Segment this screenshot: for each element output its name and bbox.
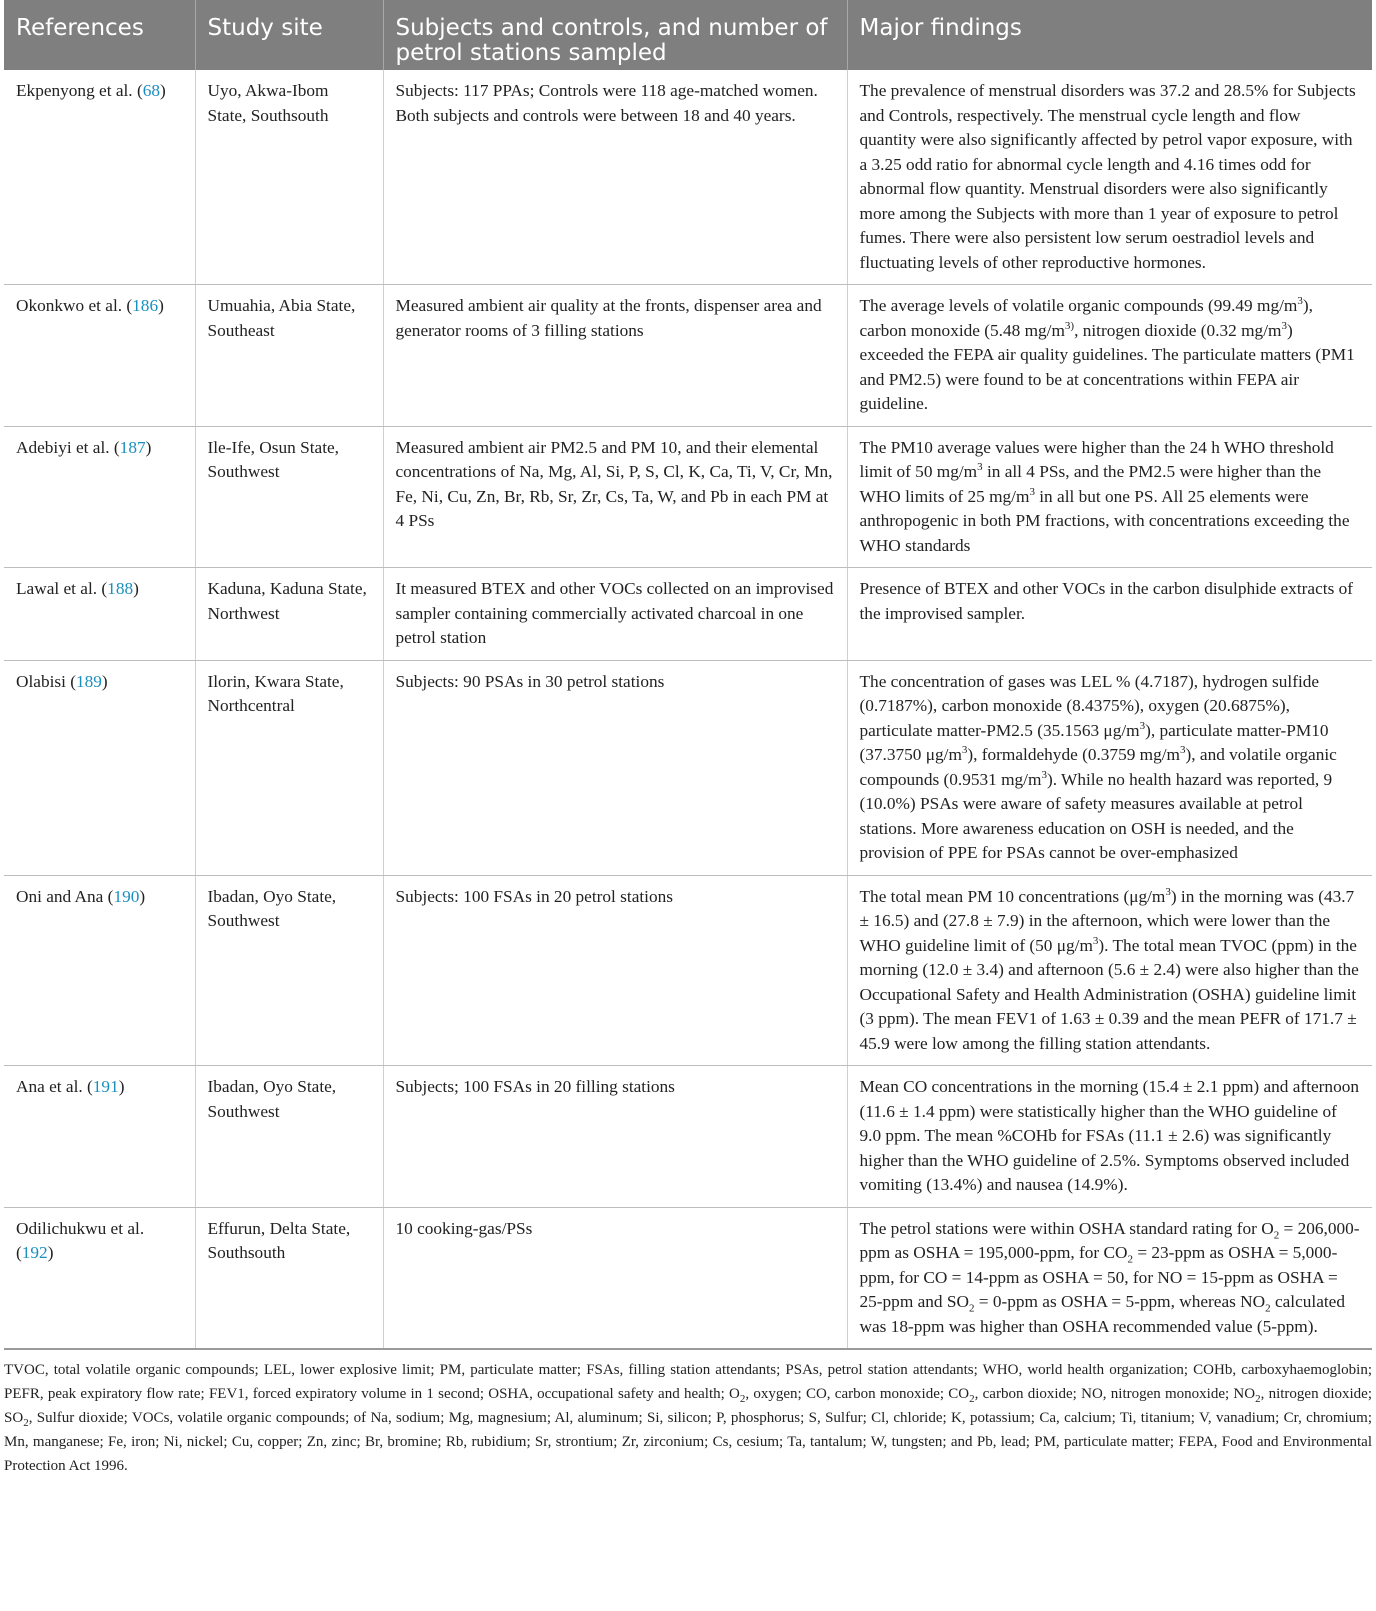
superscript: 3 (1029, 485, 1035, 498)
citation-link[interactable]: 191 (92, 1077, 119, 1096)
citation-link[interactable]: 186 (132, 296, 159, 315)
cell-study-site: Ibadan, Oyo State, Southwest (195, 1066, 383, 1208)
citation-link[interactable]: 190 (113, 886, 140, 906)
cell-study-site: Ibadan, Oyo State, Southwest (195, 875, 383, 1066)
text-segment: The petrol stations were within OSHA standard rating for O (859, 1218, 1274, 1238)
text-segment: The average levels of volatile organic compounds (99.49 mg/m (859, 296, 1298, 315)
cell-major-findings (847, 660, 1372, 875)
cell-subjects: Subjects: 90 PSAs in 30 petrol stations (383, 660, 847, 875)
text-segment: , oxygen; CO, carbon monoxide; CO (745, 1386, 970, 1402)
cell-subjects: Measured ambient air quality at the fronts, dispenser area and generator rooms of 3 filling stations (383, 285, 847, 427)
text-segment: = 206,000-ppm as OSHA = 195,000-ppm, for CO (859, 1218, 1360, 1262)
citation-link[interactable]: 68 (142, 81, 160, 100)
reference-authors: Ana et al. (16, 1077, 83, 1096)
text-segment: in all 4 PSs, and the PM2.5 were higher than the WHO limits of 25 mg/m (859, 462, 1322, 506)
cell-subjects: Subjects; 100 FSAs in 20 filling stations (383, 1066, 847, 1208)
reference-authors: Ekpenyong et al. (16, 81, 133, 100)
cell-reference: Okonkwo et al. (186) (4, 285, 195, 427)
header-references: References (4, 0, 195, 70)
cell-subjects: Measured ambient air PM2.5 and PM 10, and their elemental concentrations of Na, Mg, Al, Si, P, S, Cl, K, Ca, Ti, V, Cr, Mn, Fe, Ni, Cu, Zn, Br, Rb, Sr, Zr, Cs, Ta, W, and Pb in each PM at 4 PSs (383, 426, 847, 568)
text-segment: , nitrogen dioxide (0.32 mg/m (1074, 320, 1282, 340)
cell-reference: Oni and Ana (190) (4, 875, 195, 1066)
cell-subjects: Subjects: 117 PPAs; Controls were 118 age-matched women. Both subjects and controls were between 18 and 40 years. (383, 70, 847, 285)
subscript: 2 (968, 1302, 975, 1315)
text-segment: ), carbon monoxide (5.48 mg/m (859, 296, 1313, 340)
cell-major-findings (847, 426, 1372, 568)
cell-study-site: Kaduna, Kaduna State, Northwest (195, 568, 383, 661)
text-segment: , nitrogen dioxide; SO (4, 1386, 1372, 1426)
cell-study-site: Uyo, Akwa-Ibom State, Southsouth (195, 70, 383, 285)
superscript: 3 (1139, 719, 1146, 732)
citation-link[interactable]: 189 (76, 671, 102, 691)
superscript: 3 (961, 744, 968, 757)
reference-authors: Okonkwo et al. (16, 296, 123, 315)
table-row (4, 660, 1372, 875)
text-segment: = 23-ppm as OSHA = 5,000-ppm, for CO = 14-ppm as OSHA = 50, for NO = 15-ppm as OSHA = 25-ppm and SO (859, 1243, 1338, 1311)
cell-subjects: It measured BTEX and other VOCs collected on an improvised sampler containing commercially activated charcoal in one petrol station (383, 568, 847, 661)
cell-reference: Ekpenyong et al. (68) (4, 70, 195, 285)
cell-study-site: Umuahia, Abia State, Southeast (195, 285, 383, 427)
reference-authors: Lawal et al. (16, 579, 98, 598)
subscript: 2 (739, 1393, 746, 1405)
superscript: 3 (1297, 295, 1303, 308)
header-subjects: Subjects and controls, and number of petrol stations sampled (383, 0, 847, 70)
subscript: 2 (969, 1393, 975, 1405)
reference-authors: Oni and Ana (16, 886, 104, 906)
text-segment: The total mean PM 10 concentrations (μg/m (859, 886, 1166, 906)
text-segment: ), formaldehyde (0.3759 mg/m (967, 745, 1180, 764)
text-segment: , carbon dioxide; NO, nitrogen monoxide; NO (974, 1386, 1256, 1402)
text-segment: ). The total mean TVOC (ppm) in the morning (12.0 ± 3.4) and afternoon (5.6 ± 2.4) were also higher than the Occupational Safety and Health Administration (OSHA) guideline limit (3 ppm). The mean FEV1 of 1.63 ± 0.39 and the mean PEFR of 171.7 ± 45.9 were low among the filling station attendants. (859, 935, 1359, 1053)
subscript: 2 (1255, 1393, 1261, 1405)
cell-reference: Ana et al. (191) (4, 1066, 195, 1208)
text-segment: The concentration of gases was LEL % (4.7187), hydrogen sulfide (0.7187%), carbon monoxide (8.4375%), oxygen (20.6875%), particulate matter-PM2.5 (35.1563 μg/m (859, 671, 1320, 740)
table-footnote (4, 1350, 1372, 1478)
text-segment: , Sulfur dioxide; VOCs, volatile organic compounds; of Na, sodium; Mg, magnesium; Al, aluminum; Si, silicon; P, phosphorus; S, Sulfur; Cl, chloride; K, potassium; Ca, calcium; Ti, titanium; V, vanadium; Cr, chromium; Mn, manganese; Fe, iron; Ni, nickel; Cu, copper; Zn, zinc; Br, bromine; Rb, rubidium; Sr, strontium; Zr, zirconium; Cs, cesium; Ta, tantalum; W, tungsten; and Pb, lead; PM, particulate matter; FEPA, Food and Environmental Protection Act 1996. (4, 1410, 1372, 1474)
superscript: 3) (1064, 319, 1075, 332)
document-page (4, 0, 1372, 1478)
reference-authors: Adebiyi et al. (16, 437, 110, 457)
citation-link[interactable]: 188 (107, 579, 134, 598)
cell-study-site: Effurun, Delta State, Southsouth (195, 1207, 383, 1349)
text-segment: calculated was 18-ppm was higher than OSHA recommended value (5-ppm). (859, 1292, 1345, 1336)
text-segment: ) in the morning was (43.7 ± 16.5) and (27.8 ± 7.9) in the afternoon, which were lower than the WHO guideline limit of (50 μg/m (859, 886, 1355, 955)
reference-authors: Odilichukwu et al. (16, 1218, 145, 1238)
table-row (4, 285, 1372, 427)
table-row (4, 568, 1372, 661)
superscript: 3 (1180, 744, 1186, 757)
cell-major-findings: The prevalence of menstrual disorders was 37.2 and 28.5% for Subjects and Controls, respectively. The menstrual cycle length and flow quantity were also significantly affected by petrol vapor exposure, with a 3.25 odd ratio for abnormal cycle length and 4.16 times odd for abnormal flow quantity. Menstrual disorders were also significantly more among the Subjects with more than 1 year of exposure to petrol fumes. There were also persistent low serum oestradiol levels and fluctuating levels of other reproductive hormones. (847, 70, 1372, 285)
header-study-site: Study site (195, 0, 383, 70)
table-header-row (4, 0, 1372, 70)
superscript: 3 (1092, 934, 1099, 947)
superscript: 3 (1165, 885, 1171, 898)
superscript: 3 (1281, 319, 1287, 332)
text-segment: = 0-ppm as OSHA = 5-ppm, whereas NO (974, 1292, 1266, 1311)
cell-major-findings (847, 285, 1372, 427)
cell-reference: Lawal et al. (188) (4, 568, 195, 661)
subscript: 2 (1265, 1302, 1271, 1315)
cell-reference: Adebiyi et al. (187) (4, 426, 195, 568)
table-row (4, 1066, 1372, 1208)
cell-major-findings (847, 875, 1372, 1066)
cell-subjects: Subjects: 100 FSAs in 20 petrol stations (383, 875, 847, 1066)
table-row (4, 426, 1372, 568)
subscript: 2 (1273, 1228, 1280, 1241)
citation-link[interactable]: 192 (21, 1243, 48, 1262)
text-segment: ), particulate matter-PM10 (37.3750 μg/m (859, 720, 1329, 764)
text-segment: ). While no health hazard was reported, 9 (10.0%) PSAs were aware of safety measures available at petrol stations. More awareness education on OSH is needed, and the provision of PPE for PSAs cannot be over-emphasized (859, 769, 1333, 862)
header-major-findings: Major findings (847, 0, 1372, 70)
cell-reference: Odilichukwu et al. (192) (4, 1207, 195, 1349)
cell-major-findings (847, 1207, 1372, 1349)
cell-subjects: 10 cooking-gas/PSs (383, 1207, 847, 1349)
subscript: 2 (23, 1417, 29, 1429)
table-row (4, 875, 1372, 1066)
studies-table (4, 0, 1372, 1350)
text-segment: TVOC, total volatile organic compounds; LEL, lower explosive limit; PM, particulate matter; FSAs, filling station attendants; PSAs, petrol station attendants; WHO, world health organization; COHb, carboxyhaemoglobin; PEFR, peak expiratory flow rate; FEV1, forced expiratory volume in 1 second; OSHA, occupational safety and health; O (4, 1362, 1372, 1402)
cell-reference: Olabisi (189) (4, 660, 195, 875)
reference-authors: Olabisi (16, 671, 66, 691)
superscript: 3 (1041, 768, 1047, 781)
superscript: 3 (977, 461, 983, 474)
text-segment: in all but one PS. All 25 elements were anthropogenic in both PM fractions, with concentrations exceeding the WHO standards (859, 486, 1350, 555)
cell-major-findings: Presence of BTEX and other VOCs in the carbon disulphide extracts of the improvised sampler. (847, 568, 1372, 661)
cell-study-site: Ile-Ife, Osun State, Southwest (195, 426, 383, 568)
table-row (4, 1207, 1372, 1349)
text-segment: The PM10 average values were higher than the 24 h WHO threshold limit of 50 mg/m (859, 437, 1334, 481)
subscript: 2 (1127, 1253, 1134, 1266)
cell-major-findings: Mean CO concentrations in the morning (15.4 ± 2.1 ppm) and afternoon (11.6 ± 1.4 ppm) were statistically higher than the WHO guideline of 9.0 ppm. The mean %COHb for FSAs (11.1 ± 2.6) was significantly higher than the WHO guideline of 2.5%. Symptoms observed included vomiting (13.4%) and nausea (14.9%). (847, 1066, 1372, 1208)
citation-link[interactable]: 187 (119, 437, 146, 457)
cell-study-site: Ilorin, Kwara State, Northcentral (195, 660, 383, 875)
table-row (4, 70, 1372, 285)
text-segment: ), and volatile organic compounds (0.9531 mg/m (859, 745, 1337, 789)
text-segment: ) exceeded the FEPA air quality guidelines. The particulate matters (PM1 and PM2.5) were found to be at concentrations within FEPA air guideline. (859, 320, 1355, 413)
